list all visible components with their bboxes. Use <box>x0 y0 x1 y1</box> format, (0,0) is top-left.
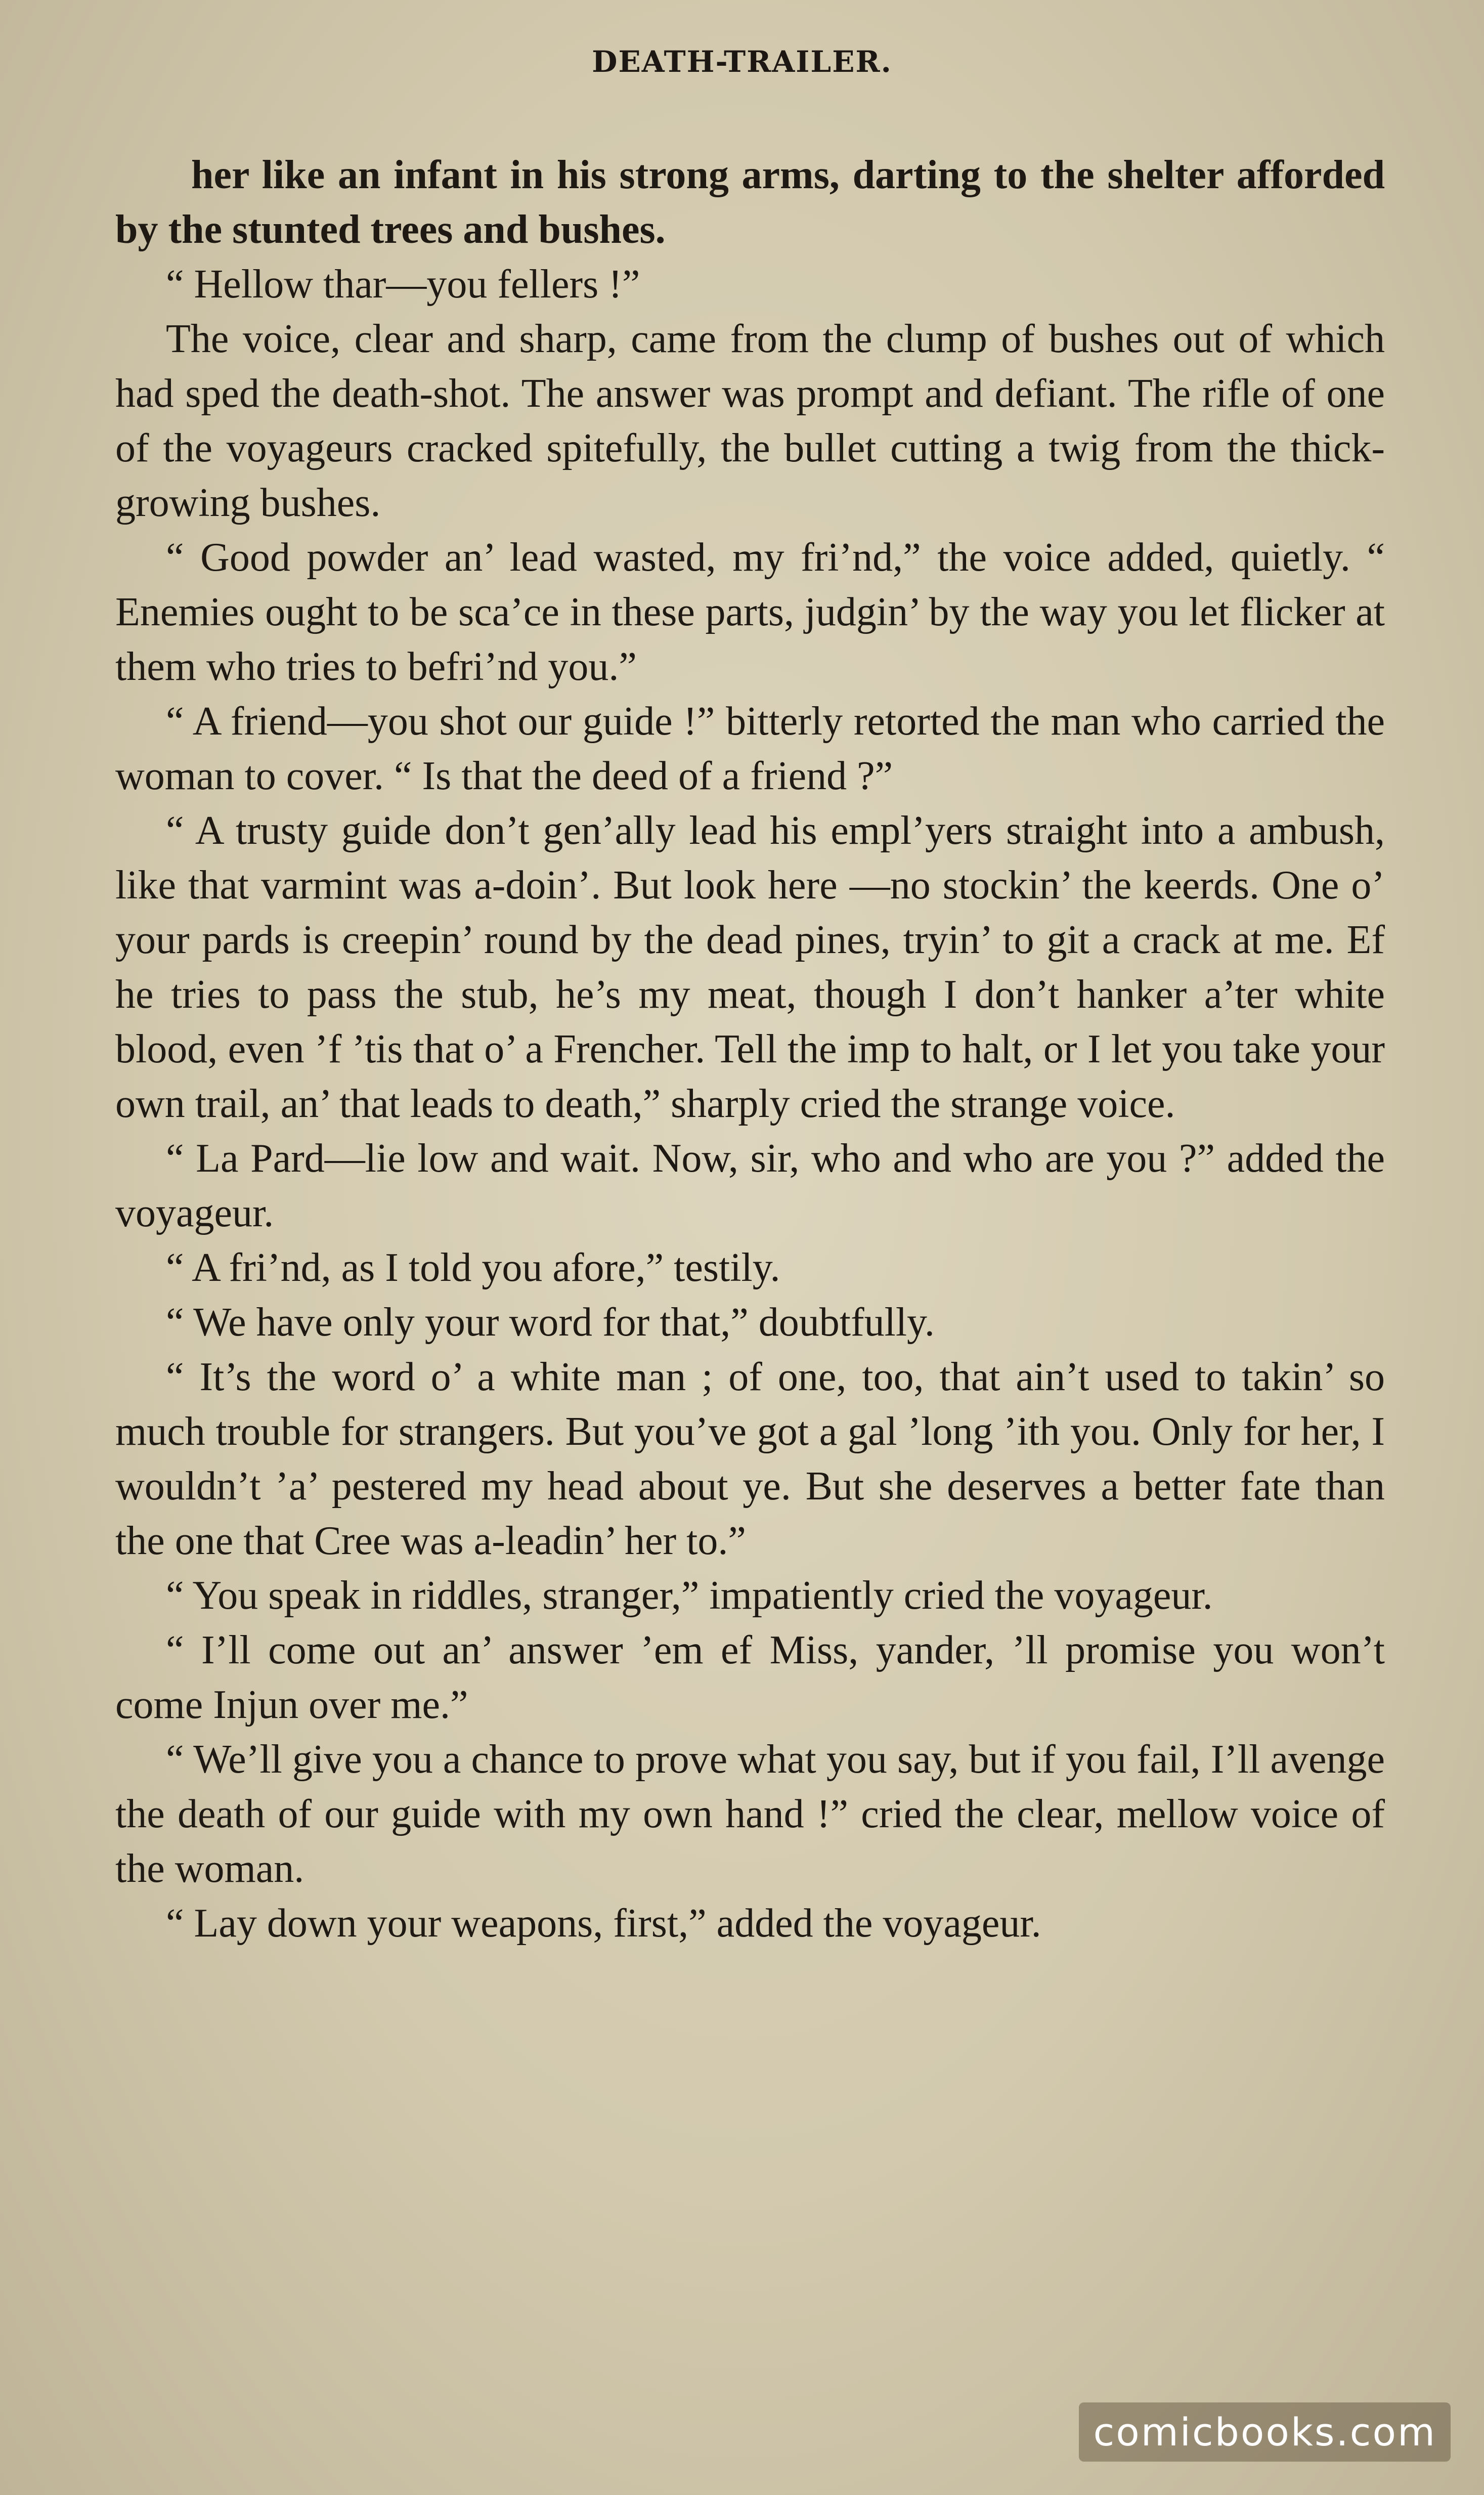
watermark: comicbooks.com <box>1079 2402 1451 2462</box>
running-header: DEATH-TRAILER. <box>592 45 892 79</box>
paragraph: “ A fri’nd, as I told you afore,” testily. <box>166 1245 780 1290</box>
paragraph: “ We have only your word for that,” doubtfully. <box>166 1300 935 1345</box>
paragraph: “ A friend—you shot our guide !” bitterly retorted the man who carried the woman to cover. “ Is that the deed of a friend ?” <box>115 699 1385 798</box>
paragraph: “ Hellow thar—you fellers !” <box>166 262 640 307</box>
paragraph: The voice, clear and sharp, came from the clump of bushes out of which had sped the death-shot. The answer was prompt and defiant. The rifle of one of the voyageurs cracked spitefully, the bullet cutting a twig from the thick-growing bushes. <box>115 317 1385 525</box>
paragraph: “ Lay down your weapons, first,” added the voyageur. <box>166 1901 1041 1946</box>
paragraph: “ A trusty guide don’t gen’ally lead his empl’yers straight into a ambush, like that varmint was a-doin’. But look here —no stockin’ the keerds. One o’ your pards is creepin’ round by the dead pines, tryin’ to git a crack at me. Ef he tries to pass the stub, he’s my meat, though I don’t hanker a’ter white blood, even ’f ’tis that o’ a Frencher. Tell the imp to halt, or I let you take your own trail, an’ that leads to death,” sharply cried the strange voice. <box>115 808 1385 1126</box>
paragraph: “ Good powder an’ lead wasted, my fri’nd,” the voice added, quietly. “ Enemies ought to be sca’ce in these parts, judgin’ by the way you let flicker at them who tries to befri’nd you.” <box>115 535 1385 689</box>
paragraph: “ La Pard—lie low and wait. Now, sir, who and who are you ?” added the voyageur. <box>115 1136 1385 1235</box>
paragraph: “ I’ll come out an’ answer ’em ef Miss, yander, ’ll promise you won’t come Injun over me.” <box>115 1628 1385 1727</box>
body-text <box>115 148 1385 1951</box>
paragraph: her like an infant in his strong arms, darting to the shelter afforded by the stunted trees and bushes. <box>115 153 1385 252</box>
paragraph: “ We’ll give you a chance to prove what you say, but if you fail, I’ll avenge the death of our guide with my own hand !” cried the clear, mellow voice of the woman. <box>115 1737 1385 1891</box>
paragraph: “ You speak in riddles, stranger,” impatiently cried the voyageur. <box>166 1573 1213 1618</box>
paragraph: “ It’s the word o’ a white man ; of one, too, that ain’t used to takin’ so much trouble for strangers. But you’ve got a gal ’long ’ith you. Only for her, I wouldn’t ’a’ pestered my head about ye. But she deserves a better fate than the one that Cree was a-leadin’ her to.” <box>115 1355 1385 1563</box>
